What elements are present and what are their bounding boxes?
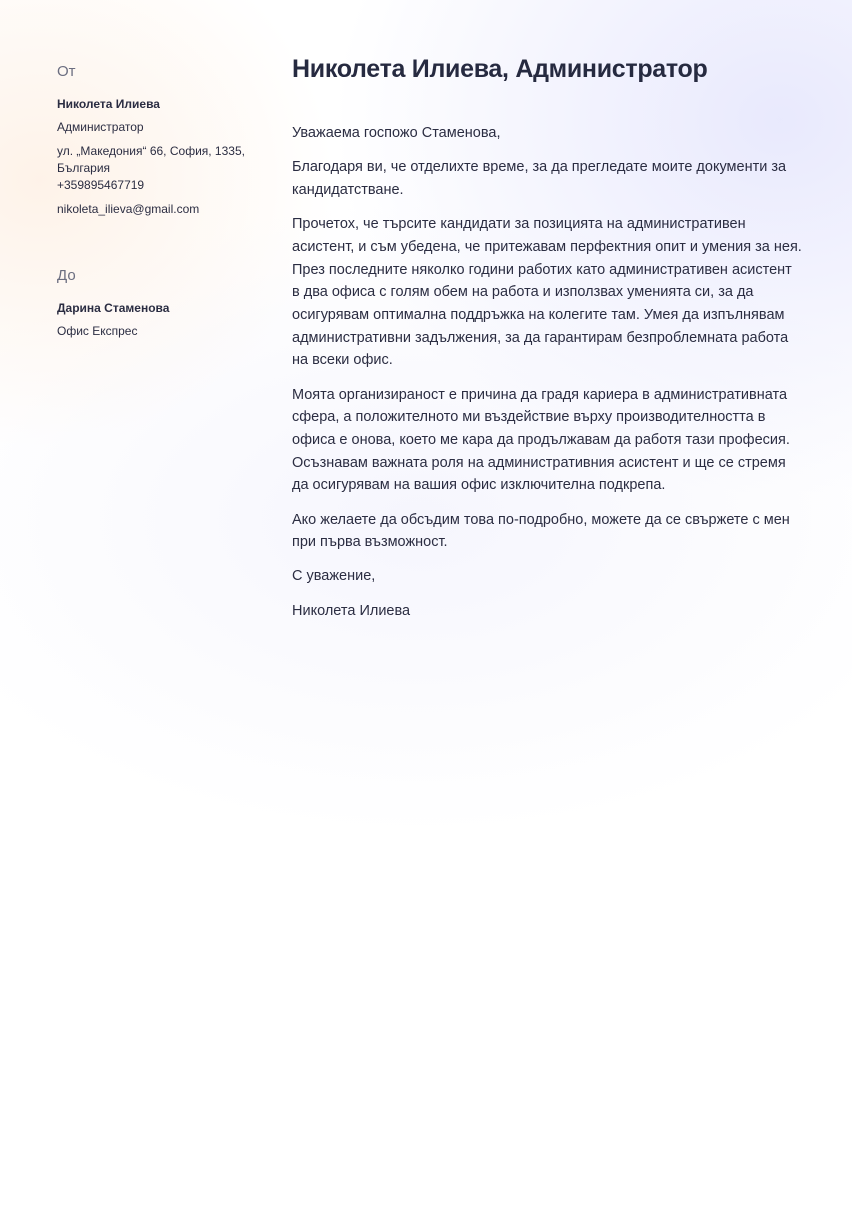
sender-phone: +359895467719: [57, 178, 145, 192]
letter-paragraph: Прочетох, че търсите кандидати за позицията на административен асистент, и съм убедена, че притежавам перфектния опит и умения за нея. През последните няколко години работих като административен асистент в два офиса с голям обем на работа и използвах уменията си, за да осигурявам оптимална поддръжка на колегите там. Умея да изпълнявам административни задължения, за да гарантирам безпроблемната работа на всеки офис.: [292, 216, 802, 369]
sender-position: Администратор: [57, 120, 144, 134]
letter-paragraph: Моята организираност е причина да градя кариера в административната сфера, а положителното ми въздействие върху производителността в офиса е онова, което ме кара да продължавам да работя тази професия. Осъзнавам важната роля на административния асистент и ще се стремя да осигурявам на вашия офис изключителна подкрепа.: [292, 386, 790, 494]
sender-address: ул. „Македония“ 66, София, 1335, България: [57, 144, 245, 175]
letter-paragraph: Благодаря ви, че отделихте време, за да прегледате моите документи за кандидатстване.: [292, 159, 787, 198]
contact-sidebar: [57, 62, 247, 347]
letter-paragraph: Ако желаете да обсъдим това по-подробно, можете да се свържете с мен при първа възможност.: [292, 511, 790, 551]
sender-name: Николета Илиева: [57, 97, 160, 111]
sender-email: nikoleta_ilieva@gmail.com: [57, 202, 200, 216]
letter-greeting: Уважаема госпожо Стаменова,: [292, 125, 501, 141]
to-label: До: [57, 267, 76, 284]
from-label: От: [57, 63, 76, 80]
letter-closing: С уважение,: [292, 568, 376, 585]
recipient-company: Офис Експрес: [57, 324, 138, 338]
letter-signature: Николета Илиева: [292, 602, 411, 619]
recipient-name: Дарина Стаменова: [57, 301, 170, 315]
letter-body: [292, 52, 802, 634]
from-block: [57, 62, 247, 218]
to-block: [57, 266, 247, 340]
letter-title: Николета Илиева, Администратор: [292, 55, 708, 83]
